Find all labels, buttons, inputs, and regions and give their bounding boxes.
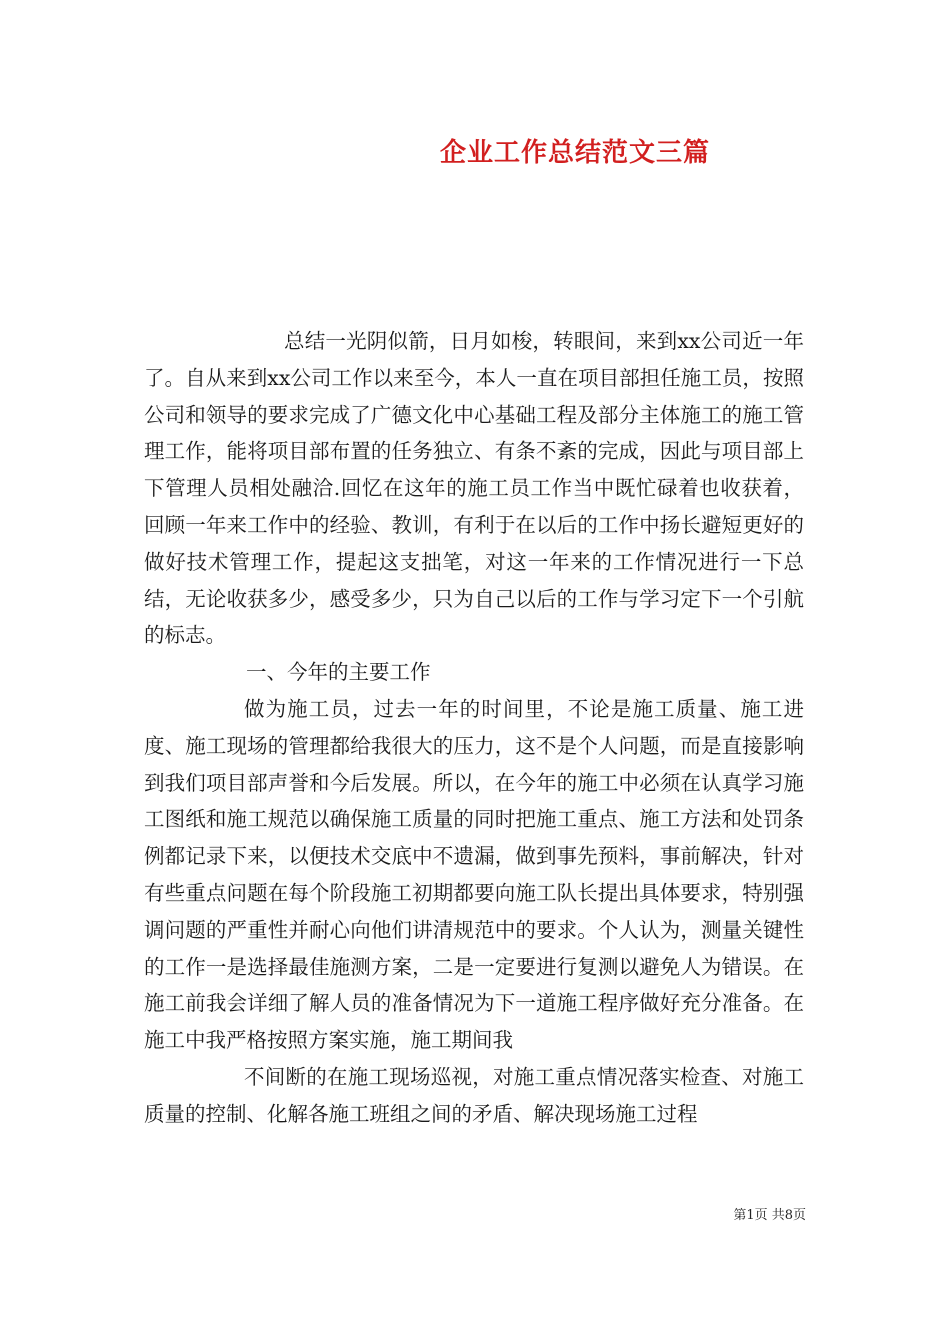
paragraph-main-work: 做为施工员，过去一年的时间里，不论是施工质量、施工进度、施工现场的管理都给我很大的压力，这不是个人问题，而是直接影响到我们项目部声誉和今后发展。所以，在今年的施工中必须在认真学习施工图纸和施工规范以确保施工质量的同时把施工重点、施工方法和处罚条例都记录下来，以便技术交底中不遗漏，做到事先预料，事前解决，针对有些重点问题在每个阶段施工初期都要向施工队长提出具体要求，特别强调问题的严重性并耐心向他们讲清规范中的要求。个人认为，测量关键性的工作一是选择最佳施测方案，二是一定要进行复测以避免人为错误。在施工前我会详细了解人员的准备情况为下一道施工程序做好充分准备。在施工中我严格按照方案实施，施工期间我 [144,696,804,1053]
paragraph-continuation: 不间断的在施工现场巡视，对施工重点情况落实检查、对施工质量的控制、化解各施工班组之间的矛盾、解决现场施工过程 [144,1064,804,1126]
page-number-footer: 第1页 共8页 [733,1208,806,1223]
document-title: 企业工作总结范文三篇 [439,138,710,168]
document-body [144,323,804,1133]
section-heading: 一、今年的主要工作 [246,660,431,685]
paragraph-intro: 总结一光阴似箭，日月如梭，转眼间，来到xx公司近一年了。自从来到xx公司工作以来至今，本人一直在项目部担任施工员，按照公司和领导的要求完成了广德文化中心基础工程及部分主体施工的施工管理工作，能将项目部布置的任务独立、有条不紊的完成，因此与项目部上下管理人员相处融洽.回忆在这年的施工员工作当中既忙碌着也收获着，回顾一年来工作中的经验、教训，有利于在以后的工作中扬长避短更好的做好技术管理工作，提起这支拙笔，对这一年来的工作情况进行一下总结，无论收获多少，感受多少，只为自己以后的工作与学习定下一个引航的标志。 [144,329,804,648]
